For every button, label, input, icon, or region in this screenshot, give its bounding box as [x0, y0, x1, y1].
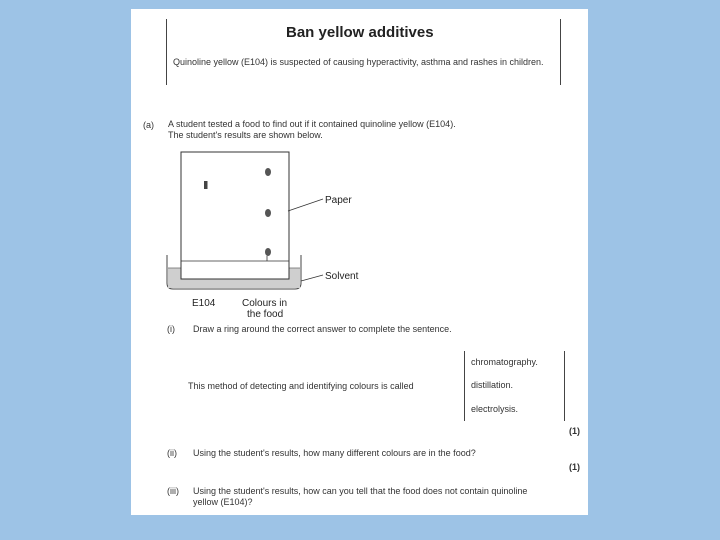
part-iii-label: (iii) — [167, 486, 179, 496]
paper-label: Paper — [325, 195, 352, 206]
chromatography-paper — [181, 152, 289, 279]
answer-option-chromatography[interactable]: chromatography. — [471, 357, 538, 367]
part-i-label: (i) — [167, 324, 175, 334]
part-a-text-line2: The student's results are shown below. — [168, 130, 323, 140]
food-spot-2 — [265, 209, 271, 217]
solvent-leader-line — [301, 275, 323, 281]
intro-text: Quinoline yellow (E104) is suspected of causing hyperactivity, asthma and rashes in children. — [173, 57, 544, 67]
part-ii-mark: (1) — [569, 462, 580, 472]
part-iii-question-line1: Using the student's results, how can you tell that the food does not contain quinoline — [193, 486, 528, 496]
options-box-left-border — [464, 351, 465, 421]
part-a-label: (a) — [143, 120, 154, 130]
part-a-text-line1: A student tested a food to find out if it contained quinoline yellow (E104). — [168, 119, 456, 129]
page-title: Ban yellow additives — [286, 24, 434, 41]
options-box-right-border — [564, 351, 565, 421]
intro-box-left-border — [166, 19, 167, 85]
answer-option-distillation[interactable]: distillation. — [471, 380, 514, 390]
food-label-line2: the food — [247, 309, 284, 319]
food-spot-3 — [265, 248, 271, 256]
solvent-label: Solvent — [325, 271, 359, 282]
part-iii-question-line2: yellow (E104)? — [193, 497, 253, 507]
part-i-sentence: This method of detecting and identifying colours is called — [188, 381, 414, 391]
answer-option-electrolysis[interactable]: electrolysis. — [471, 404, 519, 414]
chromatography-diagram — [161, 147, 391, 319]
worksheet-page — [131, 9, 588, 515]
food-spot-1 — [265, 168, 271, 176]
intro-box-right-border — [560, 19, 561, 85]
paper-leader-line — [288, 199, 323, 211]
food-label-line1: Colours in — [242, 298, 288, 309]
e104-spot — [204, 181, 208, 189]
e104-label: E104 — [192, 298, 216, 309]
part-ii-label: (ii) — [167, 448, 177, 458]
part-ii-question: Using the student's results, how many different colours are in the food? — [193, 448, 476, 458]
part-i-mark: (1) — [569, 426, 580, 436]
part-i-instruction: Draw a ring around the correct answer to complete the sentence. — [193, 324, 452, 334]
